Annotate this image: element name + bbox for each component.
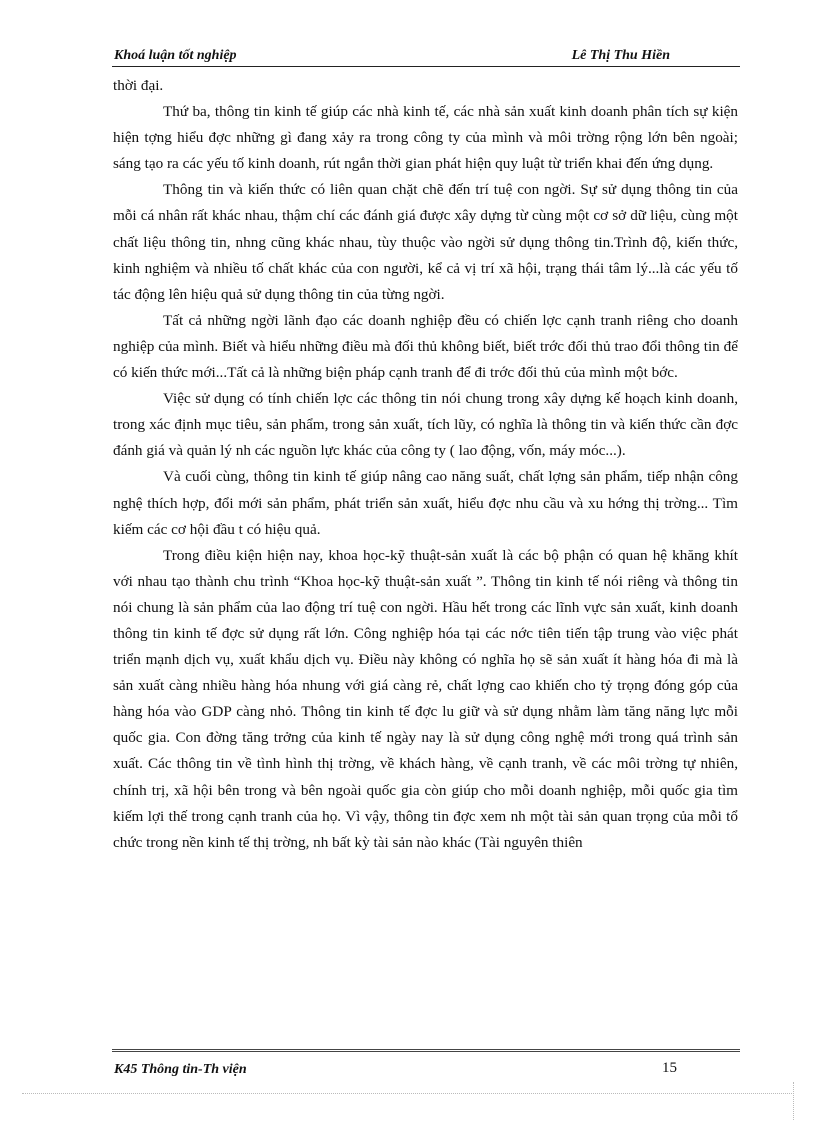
page-boundary-line — [22, 1093, 792, 1094]
page-number: 15 — [662, 1060, 677, 1076]
paragraph: Việc sử dụng có tính chiến lợc các thông tin nói chung trong xây dựng kế hoạch kinh doanh, trong xác định mục tiêu, sản phẩm, trong sản xuất, tích lũy, có nghĩa là thông tin và kiến thức cần đợc đánh giá và quản lý nh các nguồn lực khác của công ty ( lao động, vốn, máy móc...). — [113, 390, 738, 460]
page-header — [112, 48, 740, 67]
page-boundary-corner — [793, 1082, 794, 1120]
header-author: Lê Thị Thu Hiền — [571, 48, 670, 63]
paragraph: Và cuối cùng, thông tin kinh tế giúp nâng cao năng suất, chất lợng sản phẩm, tiếp nhận công nghệ thích hợp, đổi mới sản phẩm, phát triển sản xuất, hiểu đợc nhu cầu và xu hớng thị trờng... Tìm kiếm các cơ hội đầu t có hiệu quả. — [113, 468, 738, 538]
header-thesis-title: Khoá luận tốt nghiệp — [114, 48, 237, 63]
footer-class-label: K45 Thông tin-Th viện — [114, 1062, 247, 1077]
paragraph: Thông tin và kiến thức có liên quan chặt chẽ đến trí tuệ con ngời. Sự sử dụng thông tin của mỗi cá nhân rất khác nhau, thậm chí các đánh giá được xây dựng từ cùng một cơ sở dữ liệu, cùng một chất liệu thông tin, nhng cũng khác nhau, tùy thuộc vào ngời sử dụng thông tin.Trình độ, kiến thức, kinh nghiệm và nhiều tố chất khác của con người, kể cả vị trí xã hội, trạng thái tâm lý...là các yếu tố tác động lên hiệu quả sử dụng thông tin của từng ngời. — [113, 181, 738, 303]
footer-divider — [112, 1049, 740, 1052]
paragraph: Thứ ba, thông tin kinh tế giúp các nhà kinh tế, các nhà sản xuất kinh doanh phân tích sự kiện hiện tợng hiểu đợc những gì đang xảy ra trong công ty của mình và môi trờng rộng lớn bên ngoài; sáng tạo ra các yếu tố kinh doanh, rút ngắn thời gian phát hiện quy luật từ triển khai đến ứng dụng. — [113, 103, 738, 173]
paragraph: Tất cả những ngời lãnh đạo các doanh nghiệp đều có chiến lợc cạnh tranh riêng cho doanh nghiệp của mình. Biết và hiểu những điều mà đối thủ không biết, biết trớc đối thủ trao đổi thông tin để có kiến thức mới...Tất cả là những biện pháp cạnh tranh để đi trớc đối thủ của mình một bớc. — [113, 311, 738, 382]
paragraph: Trong điều kiện hiện nay, khoa học-kỹ thuật-sản xuất là các bộ phận có quan hệ khăng khít với nhau tạo thành chu trình “Khoa học-kỹ thuật-sản xuất ”. Thông tin kinh tế nói riêng và thông tin nói chung là sản phẩm của lao động trí tuệ con ngời. Hầu hết trong các lĩnh vực sản xuất, kinh doanh thông tin kinh tế đợc sử dụng rất lớn. Công nghiệp hóa tại các nớc tiên tiến tập trung vào việc phát triển mạnh dịch vụ, xuất khẩu dịch vụ. Điều này không có nghĩa họ sẽ sản xuất ít hàng hóa đi mà là sản xuất càng nhiều hàng hóa nhung với giá càng rẻ, chất lợng cao khiến cho tỷ trọng đóng góp của hàng hóa vào GDP càng nhỏ. Thông tin kinh tế đợc lu giữ và sử dụng nhằm làm tăng năng lực mỗi quốc gia. Con đờng tăng trởng của kinh tế ngày nay là sử dụng công nghệ mới trong quá trình sản xuất. Các thông tin về tình hình thị trờng, về khách hàng, về cạnh tranh, về các môi trờng tự nhiên, chính trị, xã hội bên trong và bên ngoài quốc gia còn giúp cho mỗi doanh nghiệp, mỗi quốc gia tìm kiếm lợi thế trong cạnh tranh của họ. Vì vậy, thông tin đợc xem nh một tài sản quan trọng của mỗi tổ chức trong nền kinh tế thị trờng, nh bất kỳ tài sản nào khác (Tài nguyên thiên — [113, 546, 738, 851]
page-footer — [112, 1062, 740, 1082]
paragraph: thời đại. — [113, 77, 164, 94]
body-text — [113, 73, 738, 856]
